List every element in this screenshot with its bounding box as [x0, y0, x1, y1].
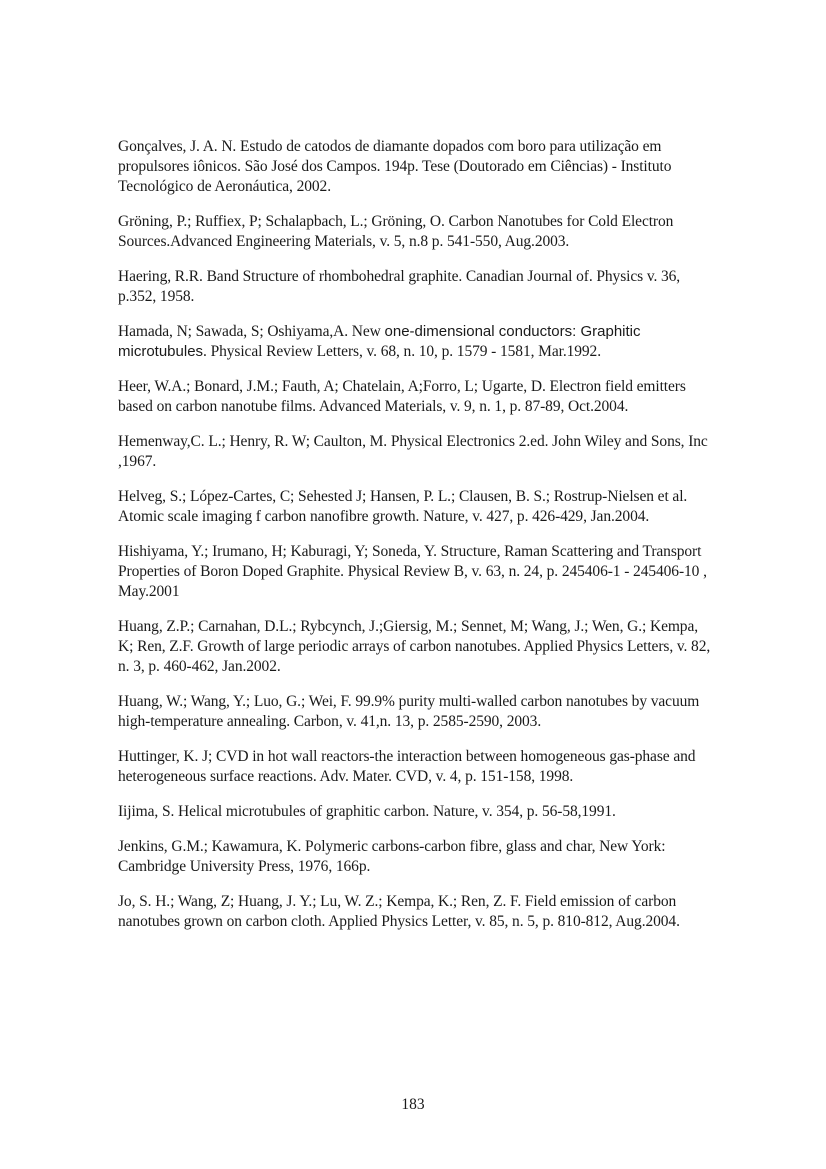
reference-item — [118, 377, 714, 417]
reference-item — [118, 747, 714, 787]
reference-item — [118, 322, 714, 362]
reference-item — [118, 692, 714, 732]
reference-text: Jenkins, G.M.; Kawamura, K. Polymeric carbons-carbon fibre, glass and char, New York: Cambridge University Press, 1976, 166p. — [118, 838, 666, 875]
reference-text: Huttinger, K. J; CVD in hot wall reactors-the interaction between homogeneous gas-phase and heterogeneous surface reactions. Adv. Mater. CVD, v. 4, p. 151-158, 1998. — [118, 748, 696, 785]
reference-emphasis: one-dimensional conductors: Graphitic microtubules — [118, 323, 641, 360]
reference-text: Gonçalves, J. A. N. Estudo de catodos de diamante dopados com boro para utilização em propulsores iônicos. São José dos Campos. 194p. Tese (Doutorado em Ciências) - Instituto Tecnológico de Aeronáutica, 2002. — [118, 138, 672, 195]
reference-text: Huang, Z.P.; Carnahan, D.L.; Rybcynch, J.;Giersig, M.; Sennet, M; Wang, J.; Wen, G.; Kempa, K; Ren, Z.F. Growth of large periodic arrays of carbon nanotubes. Applied Physics Letters, v. 82, n. 3, p. 460-462, Jan.2002. — [118, 618, 711, 675]
reference-text: Heer, W.A.; Bonard, J.M.; Fauth, A; Chatelain, A;Forro, L; Ugarte, D. Electron field emitters based on carbon nanotube films. Advanced Materials, v. 9, n. 1, p. 87-89, Oct.2004. — [118, 378, 686, 415]
reference-text: Iijima, S. Helical microtubules of graphitic carbon. Nature, v. 354, p. 56-58,1991. — [118, 803, 616, 820]
reference-item — [118, 837, 714, 877]
reference-text: Gröning, P.; Ruffiex, P; Schalapbach, L.; Gröning, O. Carbon Nanotubes for Cold Electron Sources.Advanced Engineering Materials, v. 5, n.8 p. 541-550, Aug.2003. — [118, 213, 674, 250]
reference-item — [118, 892, 714, 932]
reference-item — [118, 267, 714, 307]
reference-item — [118, 212, 714, 252]
reference-list — [118, 137, 714, 947]
page-number: 183 — [401, 1096, 425, 1113]
reference-text: . Physical Review Letters, v. 68, n. 10, p. 1579 - 1581, Mar.1992. — [203, 343, 601, 360]
reference-text: Helveg, S.; López-Cartes, C; Sehested J; Hansen, P. L.; Clausen, B. S.; Rostrup-Nielsen et al. Atomic scale imaging f carbon nanofibre growth. Nature, v. 427, p. 426-429, Jan.2004. — [118, 488, 688, 525]
reference-item — [118, 487, 714, 527]
reference-text: Hamada, N; Sawada, S; Oshiyama,A. New — [118, 323, 385, 340]
reference-text: Hishiyama, Y.; Irumano, H; Kaburagi, Y; Soneda, Y. Structure, Raman Scattering and Transport Properties of Boron Doped Graphite. Physical Review B, v. 63, n. 24, p. 245406-1 - 245406-10 , May.2001 — [118, 543, 707, 600]
reference-item — [118, 432, 714, 472]
reference-item — [118, 802, 714, 822]
reference-item — [118, 542, 714, 602]
reference-text: Jo, S. H.; Wang, Z; Huang, J. Y.; Lu, W. Z.; Kempa, K.; Ren, Z. F. Field emission of carbon nanotubes grown on carbon cloth. Applied Physics Letter, v. 85, n. 5, p. 810-812, Aug.2004. — [118, 893, 680, 930]
reference-item — [118, 137, 714, 197]
reference-text: Haering, R.R. Band Structure of rhombohedral graphite. Canadian Journal of. Physics v. 36, p.352, 1958. — [118, 268, 681, 305]
reference-text: Hemenway,C. L.; Henry, R. W; Caulton, M. Physical Electronics 2.ed. John Wiley and Sons, Inc ,1967. — [118, 433, 708, 470]
reference-item — [118, 617, 714, 677]
reference-text: Huang, W.; Wang, Y.; Luo, G.; Wei, F. 99.9% purity multi-walled carbon nanotubes by vacuum high-temperature annealing. Carbon, v. 41,n. 13, p. 2585-2590, 2003. — [118, 693, 700, 730]
